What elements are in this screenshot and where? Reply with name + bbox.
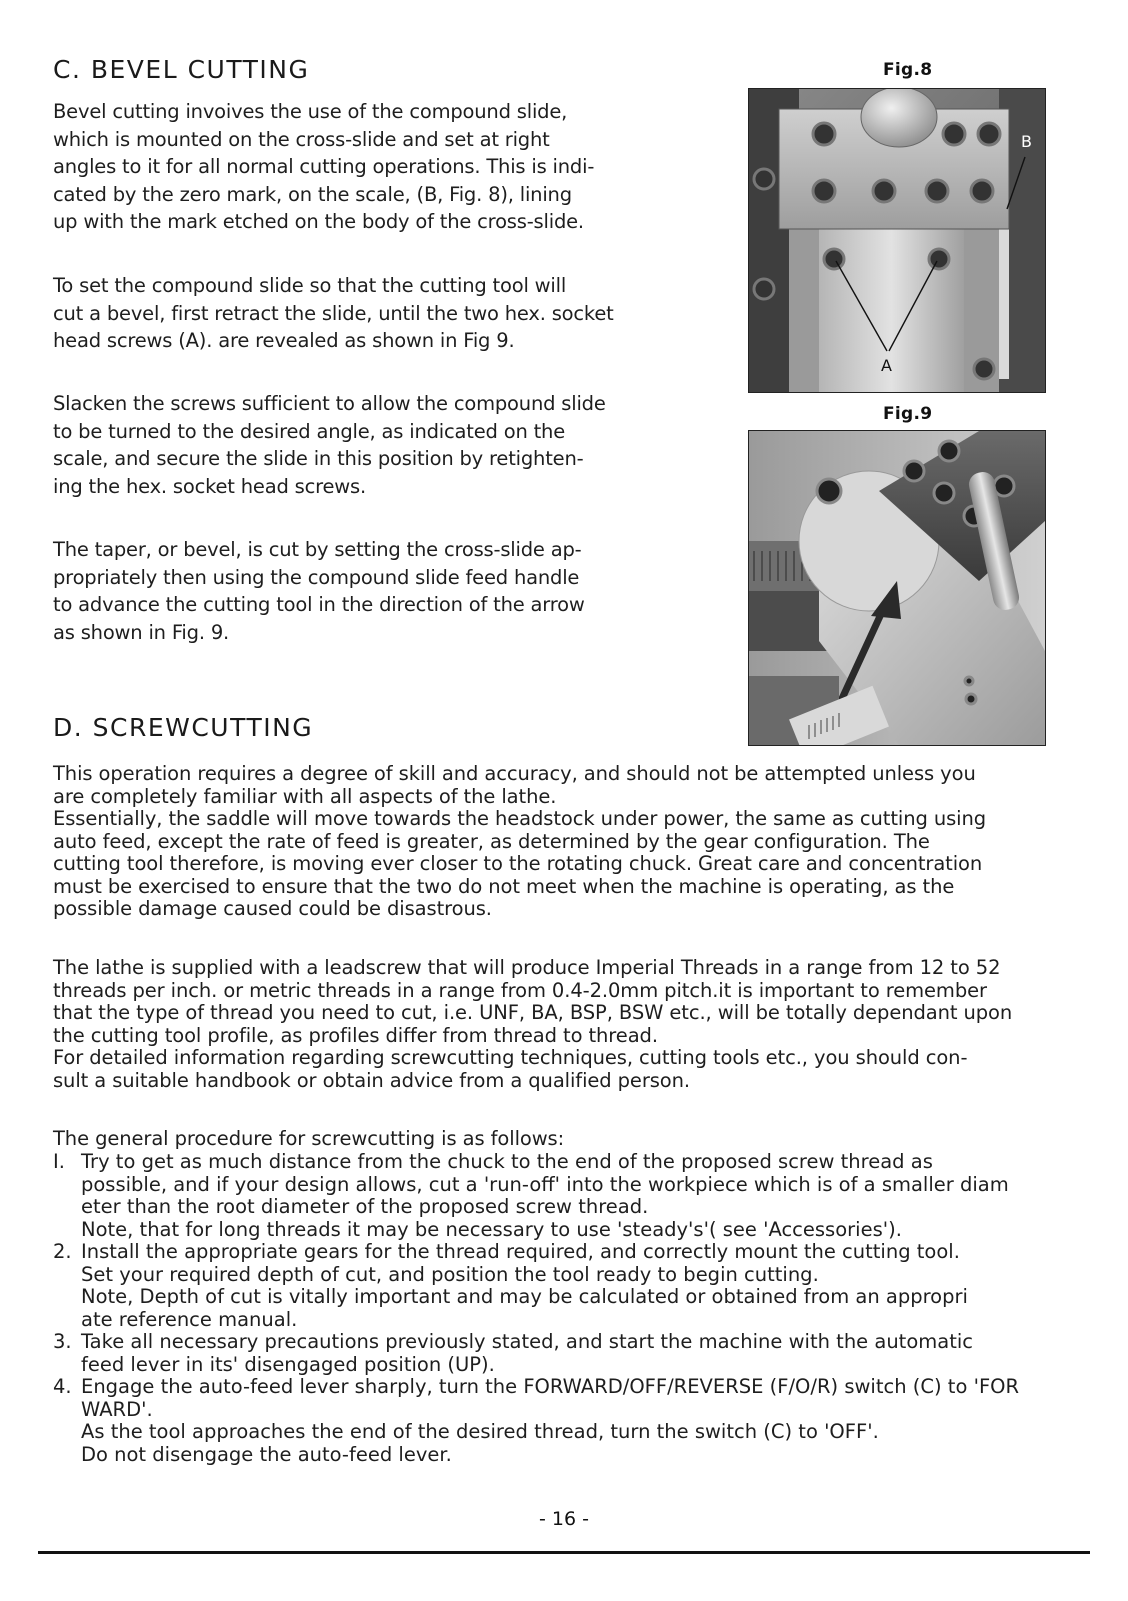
text-line: scale, and secure the slide in this position by retighten-: [53, 447, 584, 470]
screwcutting-intro: [53, 763, 1088, 921]
text-line: For detailed information regarding screwcutting techniques, cutting tools etc., you should con-: [53, 1046, 968, 1069]
text-line: Take all necessary precautions previously stated, and start the machine with the automatic: [81, 1330, 973, 1353]
fig8-callout-a: A: [881, 356, 892, 375]
fig8-label: Fig.8: [883, 60, 933, 80]
text-line: the cutting tool profile, as profiles differ from thread to thread.: [53, 1023, 658, 1047]
step-number: 4.: [53, 1375, 72, 1398]
step-number: 2.: [53, 1240, 72, 1263]
fig8-image: [749, 89, 1045, 392]
step-number: 3.: [53, 1330, 72, 1353]
leadscrew-paragraph: [53, 957, 1088, 1092]
text-line: propriately then using the compound slide feed handle: [53, 565, 580, 589]
fig9-label: Fig.9: [883, 404, 933, 424]
text-line: As the tool approaches the end of the desired thread, turn the switch (C) to 'OFF'.: [81, 1420, 879, 1443]
text-line: which is mounted on the cross-slide and set at right: [53, 127, 550, 151]
text-line: to advance the cutting tool in the direction of the arrow: [53, 593, 585, 616]
bevel-paragraph-1: [53, 98, 693, 236]
text-line: WARD'.: [81, 1397, 153, 1421]
fig9-image: [749, 431, 1045, 745]
text-line: The lathe is supplied with a leadscrew that will produce Imperial Threads in a range from 12 to 52: [53, 956, 1001, 979]
text-line: sult a suitable handbook or obtain advice from a qualified person.: [53, 1068, 690, 1092]
text-line: up with the mark etched on the body of the cross-slide.: [53, 210, 584, 233]
text-line: threads per inch. or metric threads in a range from 0.4-2.0mm pitch.it is important to remember: [53, 978, 987, 1002]
text-line: are completely familiar with all aspects of the lathe.: [53, 784, 557, 808]
text-line: Note, Depth of cut is vitally important and may be calculated or obtained from an appropri: [81, 1285, 968, 1308]
text-line: Set your required depth of cut, and position the tool ready to begin cutting.: [81, 1262, 819, 1286]
text-line: Note, that for long threads it may be necessary to use 'steady's'( see 'Accessories').: [81, 1217, 902, 1241]
fig8-callout-b: B: [1021, 132, 1032, 151]
page-number: - 16 -: [539, 1508, 589, 1530]
text-line: cutting tool therefore, is moving ever closer to the rotating chuck. Great care and concentration: [53, 852, 983, 875]
text-line: as shown in Fig. 9.: [53, 620, 230, 644]
text-line: head screws (A). are revealed as shown in Fig 9.: [53, 329, 515, 352]
text-line: possible damage caused could be disastrous.: [53, 897, 492, 920]
text-line: ate reference manual.: [81, 1307, 298, 1331]
section-c-heading: C. BEVEL CUTTING: [53, 55, 310, 84]
text-line: cated by the zero mark, on the scale, (B, Fig. 8), lining: [53, 182, 572, 206]
text-line: feed lever in its' disengaged position (UP).: [81, 1352, 495, 1376]
section-d-heading: D. SCREWCUTTING: [53, 713, 314, 742]
text-line: Install the appropriate gears for the thread required, and correctly mount the cutting tool.: [81, 1240, 960, 1263]
text-line: The taper, or bevel, is cut by setting the cross-slide ap-: [53, 538, 582, 561]
fig9-photo: [748, 430, 1046, 746]
text-line: Try to get as much distance from the chuck to the end of the proposed screw thread as: [81, 1150, 933, 1173]
text-line: Bevel cutting invoives the use of the compound slide,: [53, 100, 568, 123]
text-line: to be turned to the desired angle, as indicated on the: [53, 419, 566, 443]
procedure-intro: The general procedure for screwcutting is as follows:: [53, 1127, 565, 1150]
text-line: auto feed, except the rate of feed is greater, as determined by the gear configuration. The: [53, 829, 930, 853]
fig8-photo: [748, 88, 1046, 393]
bevel-paragraph-3: [53, 390, 693, 500]
text-line: Essentially, the saddle will move towards the headstock under power, the same as cutting using: [53, 807, 987, 830]
text-line: Do not disengage the auto-feed lever.: [81, 1442, 452, 1466]
text-line: Slacken the screws sufficient to allow the compound slide: [53, 392, 606, 415]
text-line: To set the compound slide so that the cutting tool will: [53, 274, 567, 297]
text-line: cut a bevel, first retract the slide, until the two hex. socket: [53, 301, 614, 325]
text-line: must be exercised to ensure that the two do not meet when the machine is operating, as the: [53, 874, 955, 898]
text-line: ing the hex. socket head screws.: [53, 474, 367, 498]
text-line: eter than the root diameter of the proposed screw thread.: [81, 1195, 649, 1218]
bevel-paragraph-4: [53, 536, 693, 646]
step-number: I.: [53, 1150, 65, 1173]
text-line: angles to it for all normal cutting operations. This is indi-: [53, 155, 595, 178]
footer-divider: [38, 1551, 1090, 1554]
text-line: This operation requires a degree of skill and accuracy, and should not be attempted unless you: [53, 762, 976, 785]
bevel-paragraph-2: [53, 272, 693, 355]
text-line: possible, and if your design allows, cut a 'run-off' into the workpiece which is of a smaller diam: [81, 1172, 1009, 1196]
text-line: that the type of thread you need to cut, i.e. UNF, BA, BSP, BSW etc., will be totally dependant upon: [53, 1001, 1013, 1024]
text-line: Engage the auto-feed lever sharply, turn the FORWARD/OFF/REVERSE (F/O/R) switch (C) to 'FOR: [81, 1375, 1020, 1398]
